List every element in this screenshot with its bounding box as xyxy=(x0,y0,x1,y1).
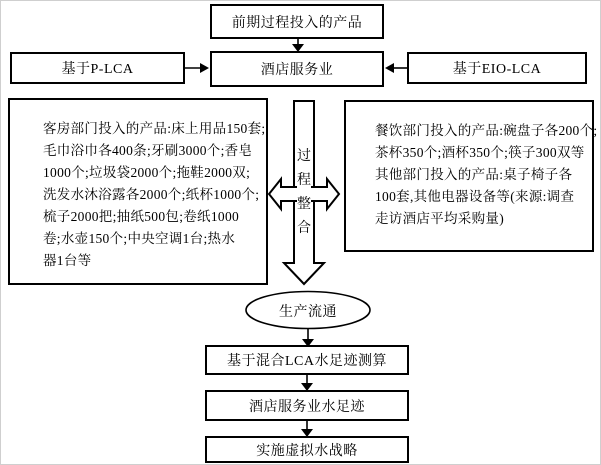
node-text-catering-detail xyxy=(375,120,597,230)
arrow-eiolca-to-hotel xyxy=(385,63,408,73)
room-detail-line: 毛巾浴巾各400条;牙刷3000个;香皂 xyxy=(43,143,253,158)
arrow-hybrid-to-footprint xyxy=(301,374,313,391)
room-detail-line: 梳子2000把;抽纸500包;卷纸1000 xyxy=(43,209,240,224)
node-label-process-integration: 过程整合 xyxy=(297,149,311,236)
node-label-prior-products: 前期过程投入的产品 xyxy=(231,15,363,31)
node-label-eio-lca: 基于EIO-LCA xyxy=(452,62,542,77)
node-label-hotel-water-footprint: 酒店服务业水足迹 xyxy=(249,399,365,415)
catering-detail-line: 其他部门投入的产品:桌子椅子各 xyxy=(375,167,573,182)
room-detail-line: 器1台等 xyxy=(43,253,92,268)
room-detail-line: 卷;水壶150个;中央空调1台;热水 xyxy=(43,231,236,246)
node-label-p-lca: 基于P-LCA xyxy=(61,62,134,77)
room-detail-line: 客房部门投入的产品:床上用品150套; xyxy=(43,121,266,136)
catering-detail-line: 100套,其他电器设备等(来源:调查 xyxy=(375,189,575,204)
node-text-room-detail xyxy=(43,118,265,272)
block-arrow-right-icon xyxy=(311,179,339,209)
arrow-plca-to-hotel xyxy=(184,63,209,73)
room-detail-line: 洗发水沐浴露各2000个;纸杯1000个; xyxy=(43,187,260,202)
node-label-hybrid-lca-calc: 基于混合LCA水足迹测算 xyxy=(227,354,387,369)
block-arrow-left-icon xyxy=(269,179,297,209)
catering-detail-line: 茶杯350个;酒杯350个;筷子300双等 xyxy=(375,145,585,160)
arrow-prior-to-hotel xyxy=(292,38,304,52)
catering-detail-line: 走访酒店平均采购量) xyxy=(375,211,504,226)
node-label-virtual-water-strategy: 实施虚拟水战略 xyxy=(256,443,358,459)
node-label-production-circulation: 生产流通 xyxy=(279,304,337,320)
arrow-footprint-to-strategy xyxy=(301,420,313,437)
catering-detail-line: 餐饮部门投入的产品:碗盘子各200个; xyxy=(375,123,598,138)
node-label-hotel-industry: 酒店服务业 xyxy=(260,63,334,78)
room-detail-line: 1000个;垃圾袋2000个;拖鞋2000双; xyxy=(43,165,251,180)
arrow-ellipse-to-hybrid xyxy=(302,328,314,347)
